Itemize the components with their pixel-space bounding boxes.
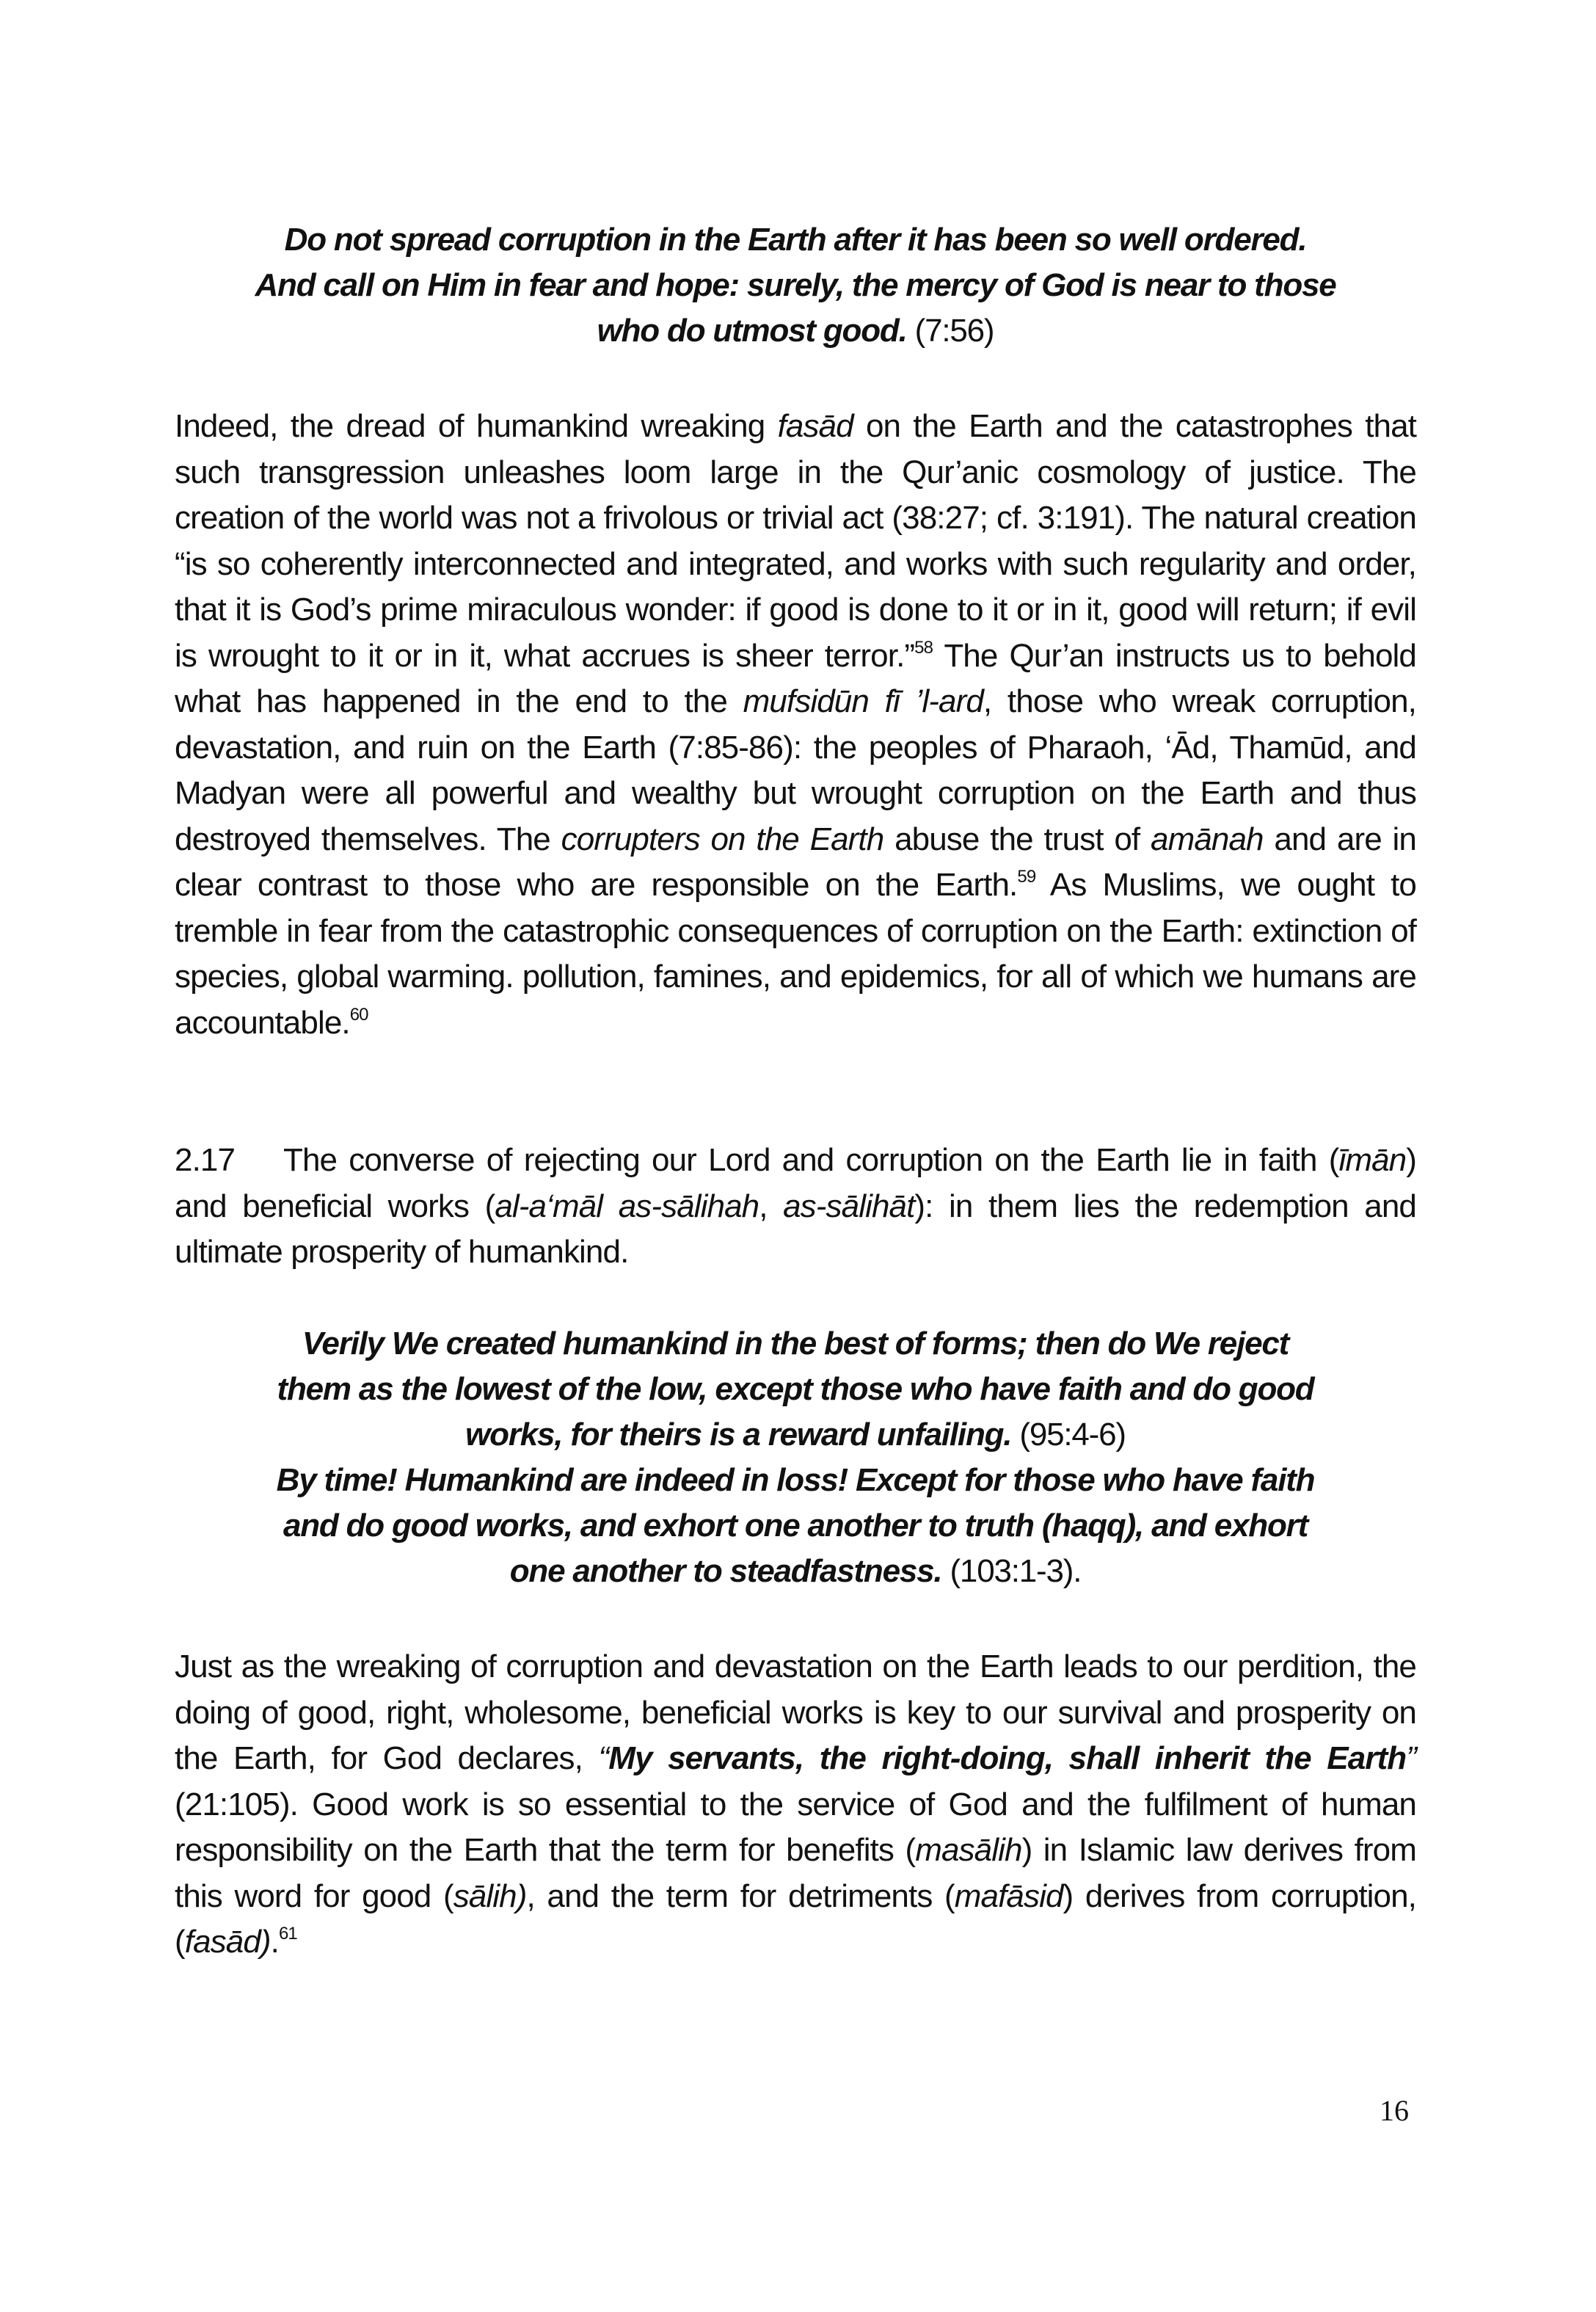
section-number: 2.17 (175, 1142, 236, 1178)
text-run: , and the term for detriments ( (526, 1877, 955, 1914)
page-number: 16 (1380, 2094, 1409, 2127)
text-run: on the Earth and the catastrophes that such transgression unleashes loom large in the Qur’anic cosmology of justice. The creation of the world was not a frivolous or trivial act (38:27; cf. 3:191). The natural creation “is so coherently interconnected and integrated, and works with such regularity and order, that it is God’s prime miraculous wonder: if good is done to it or in it, good will return; if evil is wrought to it or in it, what accrues is sheer terror.” (175, 408, 1416, 674)
footnote-ref[interactable]: 61 (278, 1924, 297, 1944)
text-run: Indeed, the dread of humankind wreaking (175, 408, 778, 444)
footnote-ref[interactable]: 58 (914, 637, 933, 658)
emphasis: corrupters on the Earth (561, 821, 884, 857)
transliteration: al-a‘māl as-sālihah (495, 1188, 759, 1224)
text-run: , those who wreak corruption, devastation, and ruin on the Earth (7:85-86): the peoples of Pharaoh, ‘Ād, Thamūd, and Madyan were all powerful and wealthy but wrought corruption on the Earth and thus destroyed themselves. The (175, 683, 1416, 857)
transliteration: fasād (777, 408, 853, 444)
quote-line: Verily We created humankind in the best of forms; then do We reject (302, 1326, 1289, 1362)
transliteration: masālih (915, 1832, 1022, 1868)
text-run: , (759, 1188, 784, 1224)
quote-line: works, for theirs is a reward unfailing. (465, 1417, 1012, 1453)
transliteration: mafāsid (954, 1877, 1063, 1914)
transliteration: amānah (1151, 821, 1264, 857)
section-2-17-paragraph (175, 1138, 1416, 1276)
quote-line: By time! Humankind are indeed in loss! Except for those who have faith (276, 1462, 1315, 1498)
body-paragraph-fasad (175, 404, 1416, 1046)
text-run: ) in Islamic law derives from this word for good ( (175, 1832, 1416, 1914)
transliteration: as-sālihāt (783, 1188, 915, 1224)
text-run: ): in them lies the redemption and ultimate prosperity of humankind. (175, 1188, 1416, 1270)
verse-reference: (7:56) (914, 313, 994, 349)
text-run: Just as the wreaking of corruption and devastation on the Earth leads to our perdition, the doing of good, right, wholesome, beneficial works is key to our survival and prosperity on the Earth, for God declares, (175, 1648, 1416, 1776)
footnote-ref[interactable]: 59 (1017, 867, 1036, 887)
quote-line: one another to steadfastness. (509, 1553, 942, 1589)
transliteration: mufsidūn fī ’l-ard (743, 683, 983, 719)
quote-line: and do good works, and exhort one another to truth (haqq), and exhort (283, 1508, 1308, 1544)
verse-reference: (103:1-3). (950, 1553, 1082, 1589)
quote-line: who do utmost good. (597, 313, 907, 349)
quote-line: them as the lowest of the low, except those who have faith and do good (277, 1371, 1314, 1407)
inline-quran-quote: My servants, the right-doing, shall inherit the Earth (608, 1740, 1407, 1776)
quote-line: Do not spread corruption in the Earth after it has been so well ordered. (284, 222, 1307, 258)
quran-quote-7-56 (175, 217, 1416, 354)
body-paragraph-good-works (175, 1644, 1416, 1966)
text-run: ) and beneficial works ( (175, 1142, 1416, 1224)
quote-mark: “ (598, 1740, 609, 1776)
quote-mark: ” (1406, 1740, 1416, 1776)
transliteration: sālih) (453, 1877, 527, 1914)
text-run: The Qur’an instructs us to behold what has happened in the end to the (175, 637, 1416, 719)
quran-quotes-95-103 (175, 1321, 1416, 1594)
text-run: and are in clear contrast to those who are responsible on the Earth. (175, 821, 1417, 903)
verse-reference: (95:4-6) (1019, 1417, 1126, 1453)
text-run: abuse the trust of (883, 821, 1151, 857)
text-run: ) derives from corruption, ( (175, 1877, 1416, 1960)
transliteration: fasād) (184, 1924, 271, 1960)
transliteration: īmān (1338, 1142, 1407, 1178)
text-run: The converse of rejecting our Lord and corruption on the Earth lie in faith ( (283, 1142, 1339, 1178)
text-run: (21:105). Good work is so essential to the service of God and the fulfilment of human responsibility on the Earth that the term for benefits ( (175, 1786, 1416, 1868)
text-run: . (270, 1924, 279, 1960)
quote-line: And call on Him in fear and hope: surely, the mercy of God is near to those (255, 267, 1336, 303)
footnote-ref[interactable]: 60 (349, 1004, 368, 1025)
text-run: As Muslims, we ought to tremble in fear from the catastrophic consequences of corruption on the Earth: extinction of species, global warming. pollution, famines, and epidemics, for all of which we humans are accountable. (175, 867, 1416, 1041)
